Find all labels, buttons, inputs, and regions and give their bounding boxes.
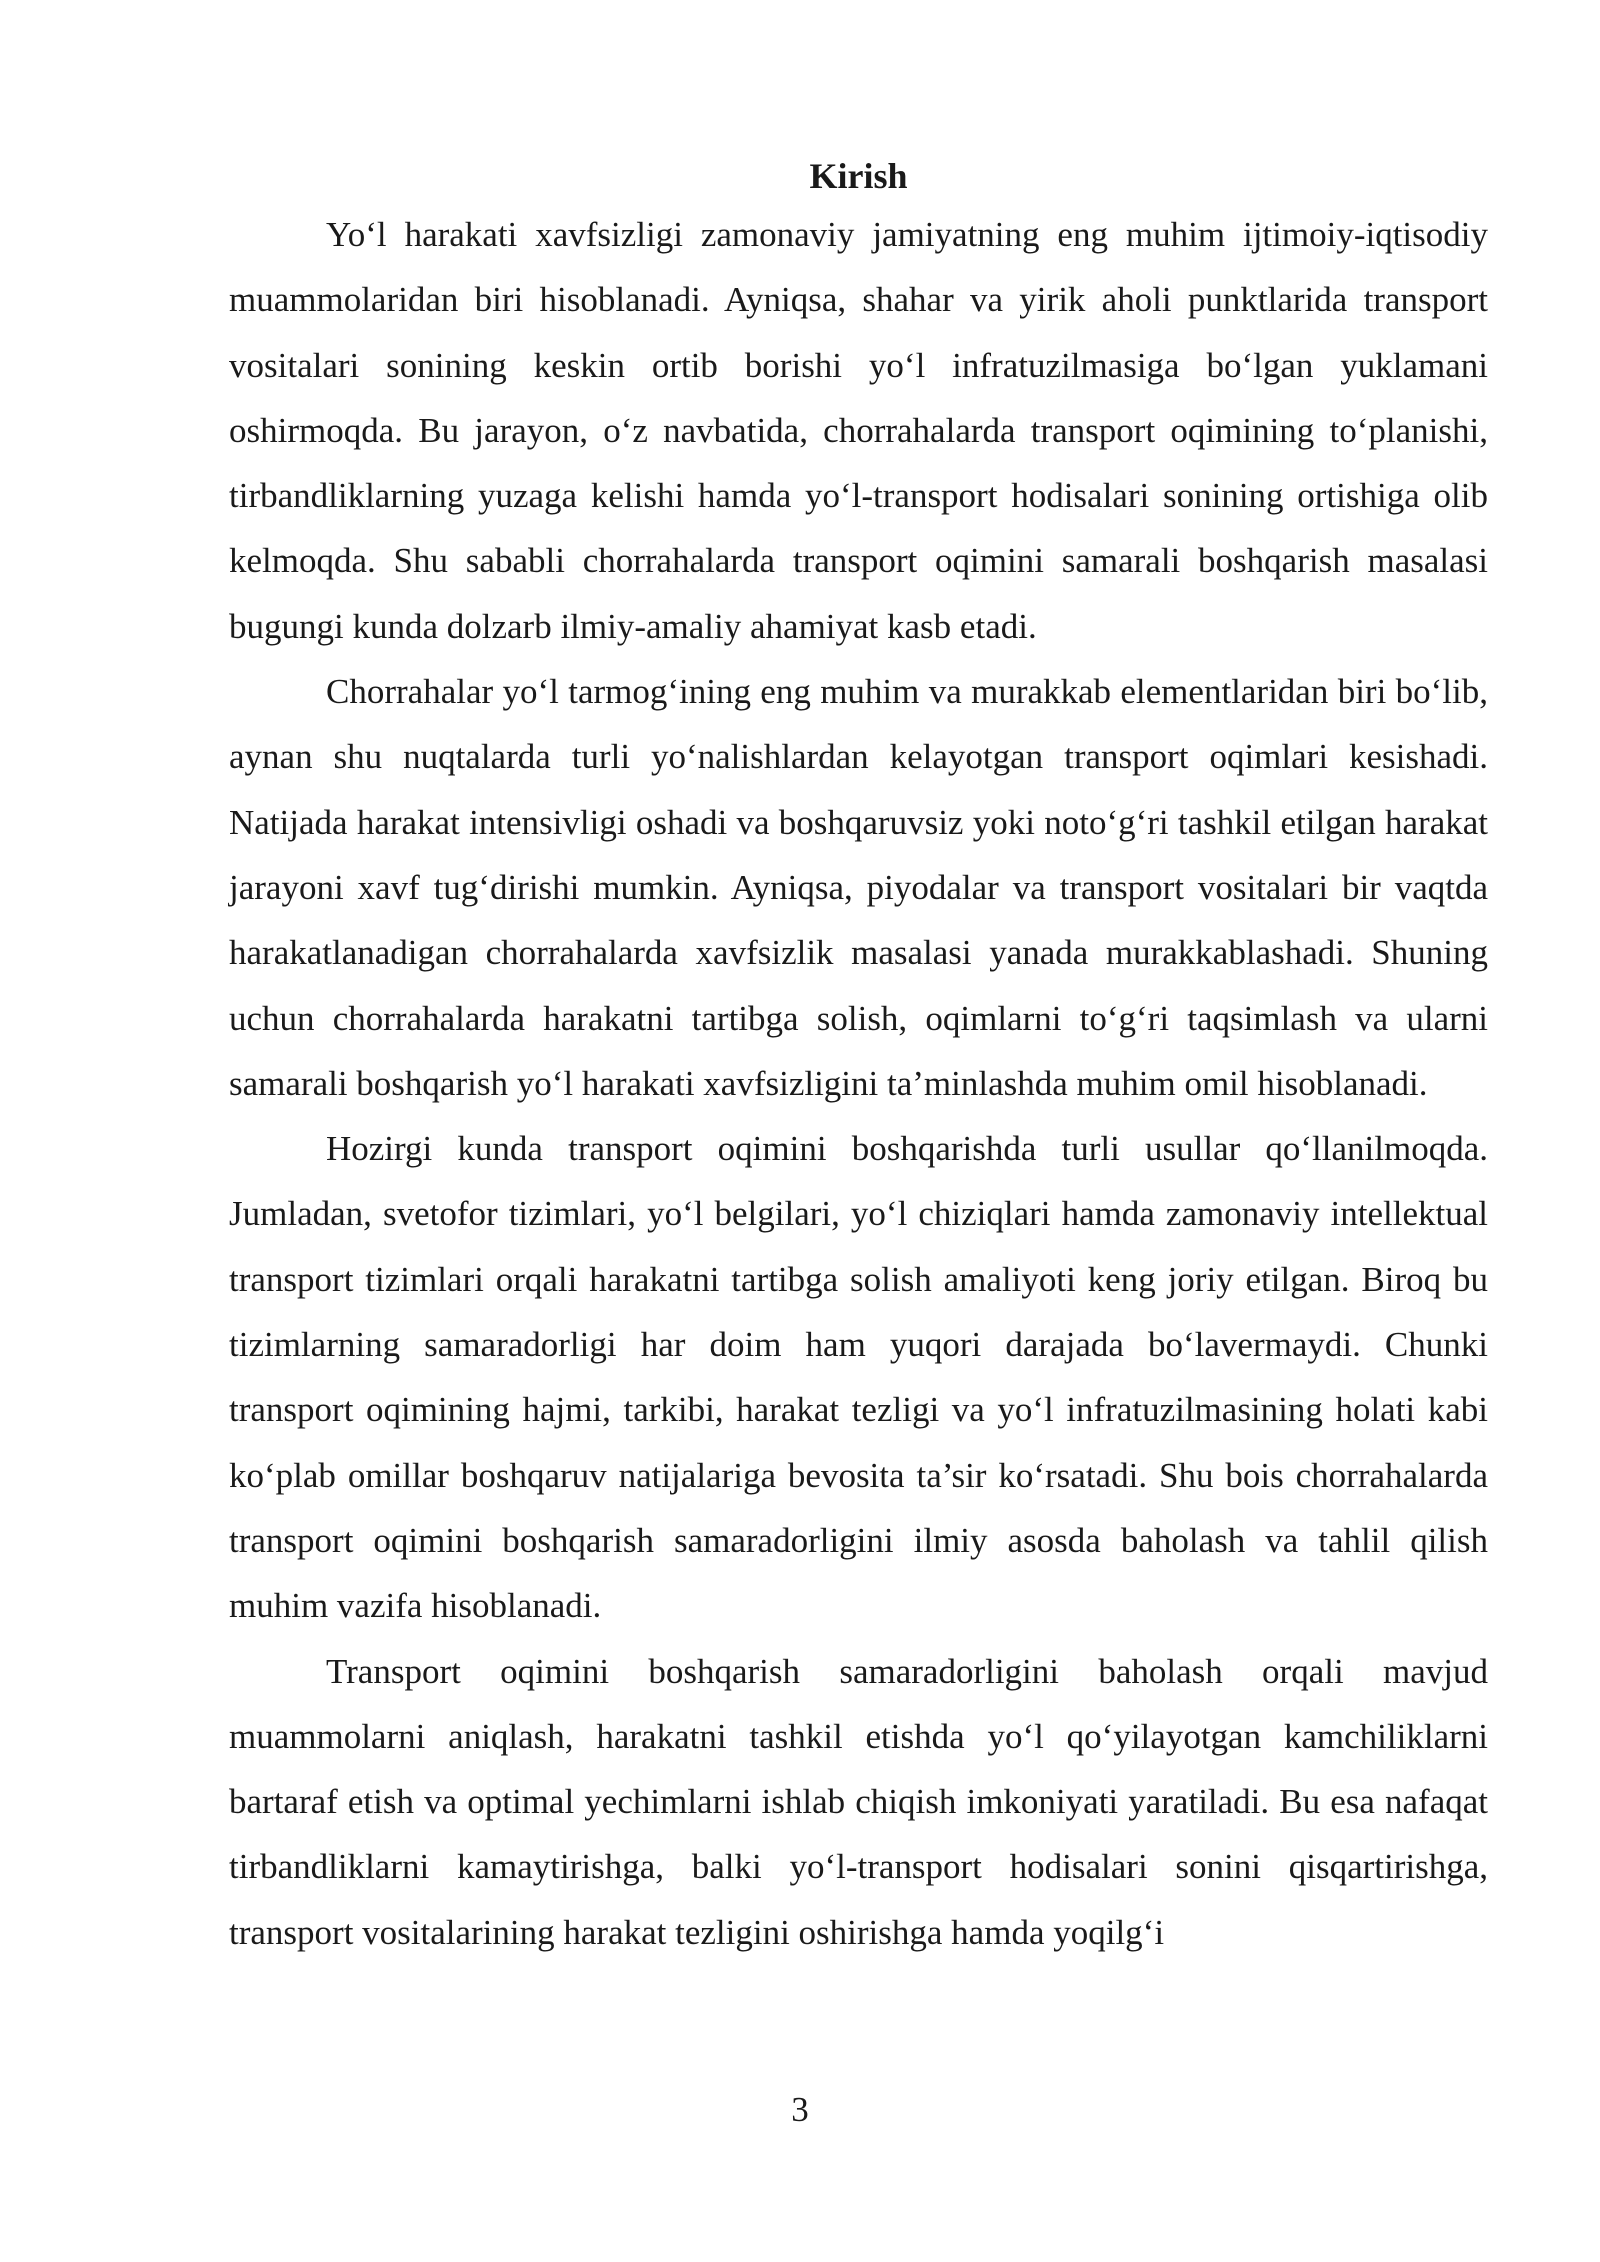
paragraph: Hozirgi kunda transport oqimini boshqarishda turli usullar qo‘llanilmoqda. Jumladan, svetofor tizimlari, yo‘l belgilari, yo‘l chiziqlari hamda zamonaviy intellektual transport tizimlari orqali harakatni tartibga solish amaliyoti keng joriy etilgan. Biroq bu tizimlarning samaradorligi har doim ham yuqori darajada bo‘lavermaydi. Chunki transport oqimining hajmi, tarkibi, harakat tezligi va yo‘l infratuzilmasining holati kabi ko‘plab omillar boshqaruv natijalariga bevosita ta’sir ko‘rsatadi. Shu bois chorrahalarda transport oqimini boshqarish samaradorligini ilmiy asosda baholash va tahlil qilish muhim vazifa hisoblanadi. [229, 1129, 1488, 1626]
paragraph: Transport oqimini boshqarish samaradorligini baholash orqali mavjud muammolarni aniqlash, harakatni tashkil etishda yo‘l qo‘yilayotgan kamchiliklarni bartaraf etish va optimal yechimlarni ishlab chiqish imkoniyati yaratiladi. Bu esa nafaqat tirbandliklarni kamaytirishga, balki yo‘l-transport hodisalari sonini qisqartirishga, transport vositalarining harakat tezligini oshirishga hamda yoqilg‘i [229, 1651, 1488, 1952]
page-number: 3 [791, 2090, 809, 2129]
paragraph: Yo‘l harakati xavfsizligi zamonaviy jamiyatning eng muhim ijtimoiy-iqtisodiy muammolaridan biri hisoblanadi. Ayniqsa, shahar va yirik aholi punktlarida transport vositalari sonining keskin ortib borishi yo‘l infratuzilmasiga bo‘lgan yuklamani oshirmoqda. Bu jarayon, o‘z navbatida, chorrahalarda transport oqimining to‘planishi, tirbandliklarning yuzaga kelishi hamda yo‘l-transport hodisalari sonining ortishiga olib kelmoqda. Shu sababli chorrahalarda transport oqimini samarali boshqarish masalasi bugungi kunda dolzarb ilmiy-amaliy ahamiyat kasb etadi. [229, 215, 1488, 646]
paragraph: Chorrahalar yo‘l tarmog‘ining eng muhim va murakkab elementlaridan biri bo‘lib, aynan shu nuqtalarda turli yo‘nalishlardan kelayotgan transport oqimlari kesishadi. Natijada harakat intensivligi oshadi va boshqaruvsiz yoki noto‘g‘ri tashkil etilgan harakat jarayoni xavf tug‘dirishi mumkin. Ayniqsa, piyodalar va transport vositalari bir vaqtda harakatlanadigan chorrahalarda xavfsizlik masalasi yanada murakkablashadi. Shuning uchun chorrahalarda harakatni tartibga solish, oqimlarni to‘g‘ri taqsimlash va ularni samarali boshqarish yo‘l harakati xavfsizligini ta’minlashda muhim omil hisoblanadi. [229, 672, 1488, 1103]
page-title: Kirish [809, 156, 908, 196]
page-content [229, 150, 1488, 1965]
